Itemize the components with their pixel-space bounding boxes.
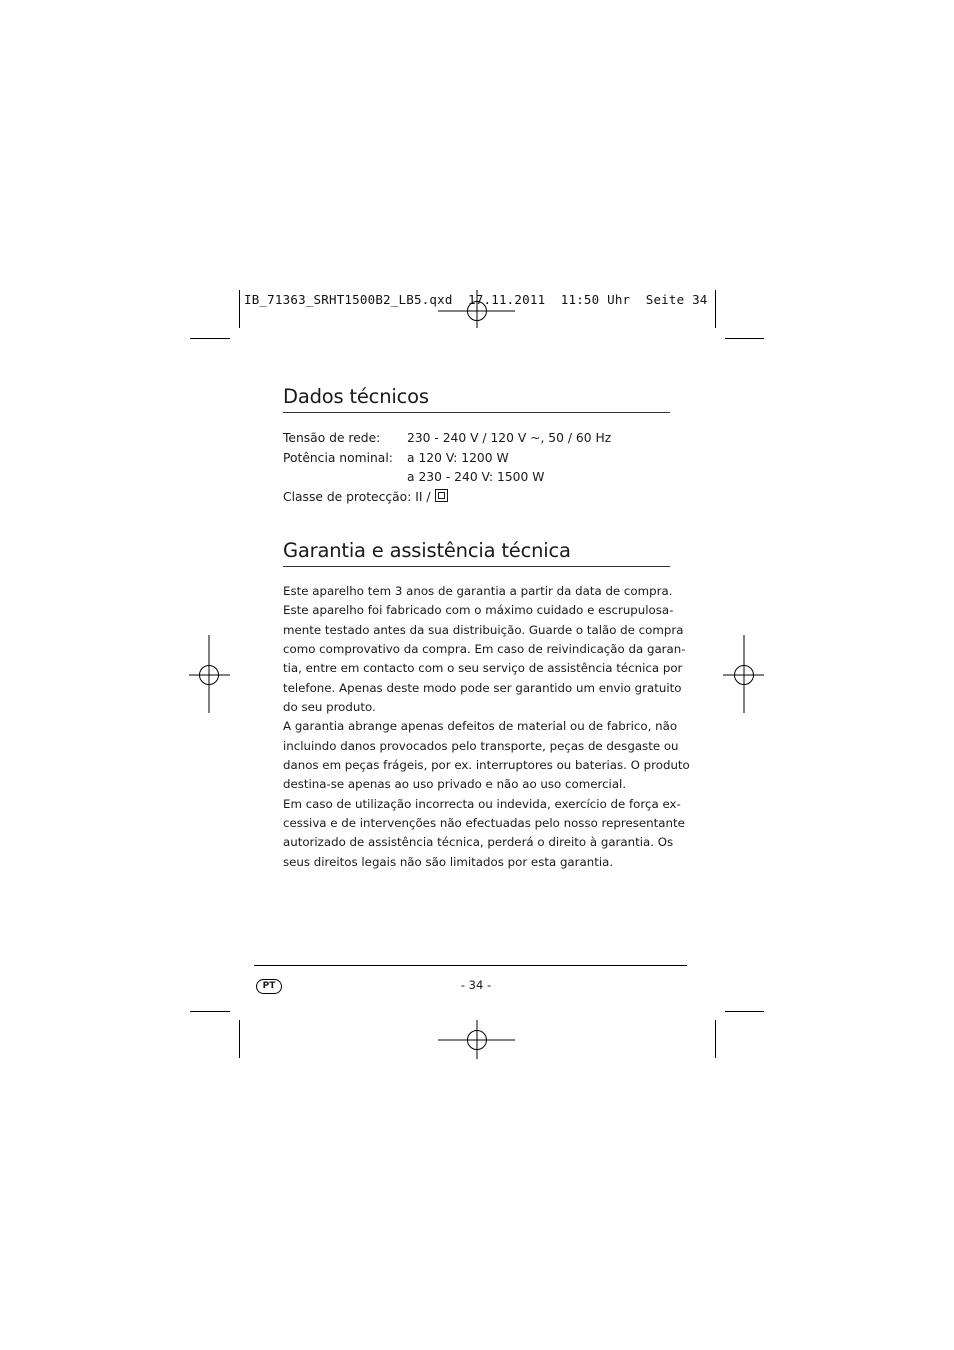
page-number: - 34 - <box>460 978 492 992</box>
warranty-heading: Garantia e assistência técnica <box>283 539 571 562</box>
heading-rule <box>283 566 670 567</box>
text-line: autorizado de assistência técnica, perderá o direito à garantia. Os <box>283 835 674 850</box>
crop-mark <box>239 1020 240 1058</box>
spec-value: a 230 - 240 V: 1500 W <box>407 470 545 484</box>
crop-mark <box>239 290 240 328</box>
text-line: Em caso de utilização incorrecta ou indevida, exercício de força ex- <box>283 796 681 811</box>
slug-line: IB_71363_SRHT1500B2_LB5.qxd 17.11.2011 11:50 Uhr Seite 34 <box>244 292 708 307</box>
text-line: cessiva e de intervenções não efectuadas pelo nosso representante <box>283 816 685 831</box>
spec-value: 230 - 240 V / 120 V ~, 50 / 60 Hz <box>407 431 612 445</box>
crop-mark <box>190 338 230 339</box>
technical-data-heading: Dados técnicos <box>283 385 429 408</box>
text-line: como comprovativo da compra. Em caso de reivindicação da garan- <box>283 642 686 657</box>
text-line: A garantia abrange apenas defeitos de material ou de fabrico, não <box>283 719 678 734</box>
registration-mark-icon <box>722 634 766 714</box>
footer-rule <box>254 965 687 966</box>
text-line: do seu produto. <box>283 700 376 715</box>
spec-label: Potência nominal: <box>283 450 393 465</box>
text-line: mente testado antes da sua distribuição. Guarde o talão de compra <box>283 622 684 637</box>
protection-class-ii-icon <box>435 489 448 502</box>
registration-mark-icon <box>188 634 232 714</box>
text-line: Este aparelho tem 3 anos de garantia a partir da data de compra. <box>283 584 673 598</box>
crop-mark <box>715 290 716 328</box>
crop-mark <box>725 338 764 339</box>
language-badge: PT <box>256 979 282 994</box>
protection-class-text: Classe de protecção: II / <box>283 489 431 504</box>
text-line: seus direitos legais não são limitados por esta garantia. <box>283 854 614 869</box>
text-line: danos em peças frágeis, por ex. interruptores ou baterias. O produto <box>283 758 690 773</box>
text-line: tia, entre em contacto com o seu serviço de assistência técnica por <box>283 661 683 676</box>
spec-value: a 120 V: 1200 W <box>407 450 509 465</box>
registration-mark-icon <box>437 1020 517 1060</box>
crop-mark <box>725 1011 764 1012</box>
crop-mark <box>190 1011 230 1012</box>
spec-label-protection-class <box>283 488 448 508</box>
text-line: incluindo danos provocados pelo transporte, peças de desgaste ou <box>283 738 679 753</box>
text-line: telefone. Apenas deste modo pode ser garantido um envio gratuito <box>283 680 682 695</box>
text-line: destina-se apenas ao uso privado e não ao uso comercial. <box>283 777 627 792</box>
warranty-text <box>283 582 690 872</box>
registration-mark-icon <box>437 290 517 330</box>
heading-rule <box>283 412 670 413</box>
spec-label: Tensão de rede: <box>283 431 381 445</box>
text-line: Este aparelho foi fabricado com o máximo cuidado e escrupulosa- <box>283 603 674 618</box>
crop-mark <box>715 1020 716 1058</box>
